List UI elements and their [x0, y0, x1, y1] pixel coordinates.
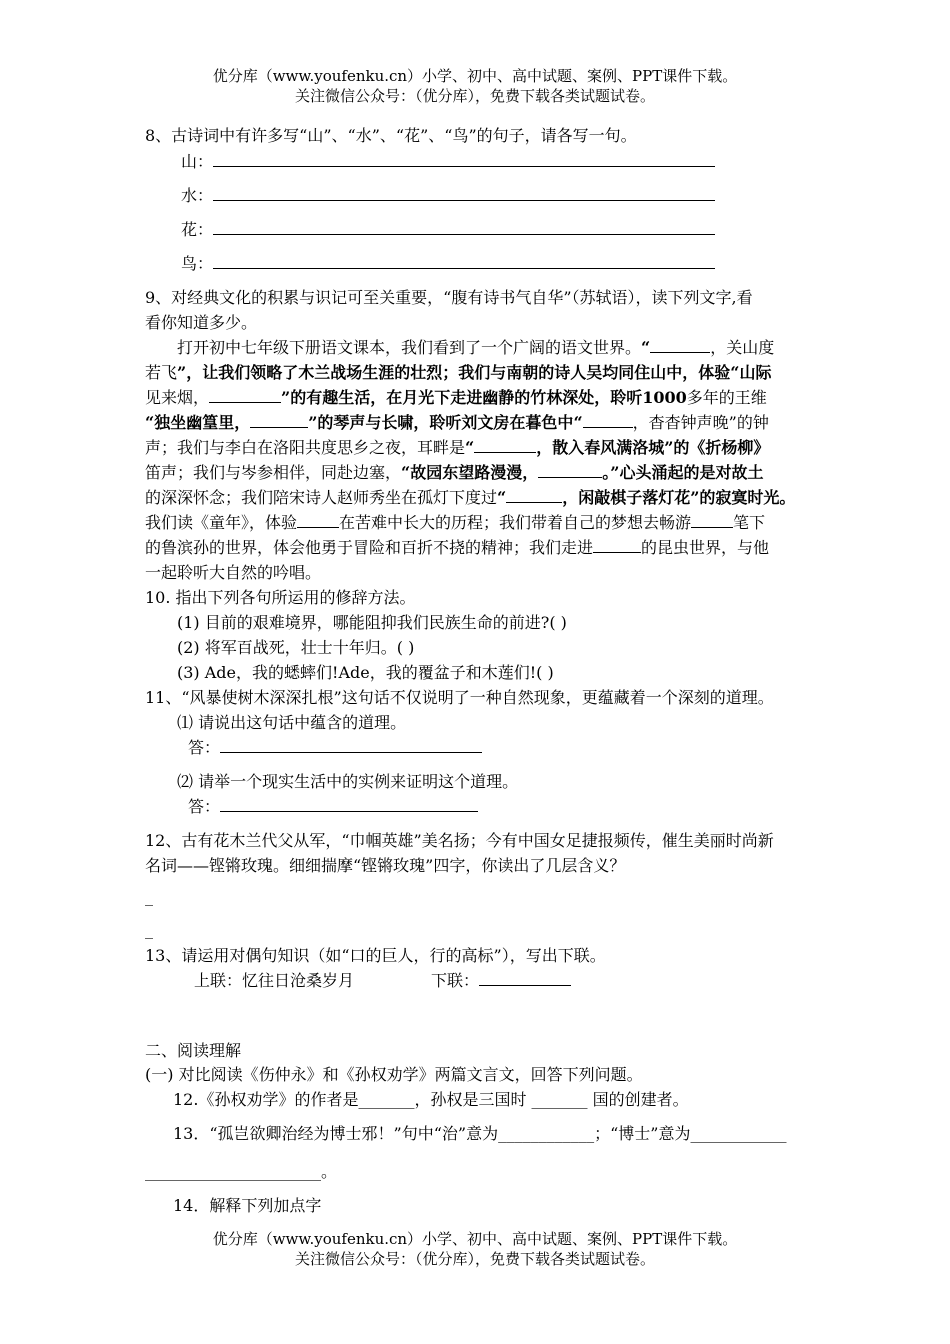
- q13-upper-couplet: 上联：忆往日沧桑岁月: [194, 971, 355, 990]
- q11-answer-1: [188, 736, 482, 760]
- answer-label: 答：: [188, 738, 221, 757]
- text: ，关山度: [710, 338, 775, 357]
- text: ，闲敲棋子落灯花”的寂寞时光。: [562, 488, 796, 507]
- q11-answer-2: [188, 795, 478, 819]
- q12-stem-2: 名词——铿锵玫瑰。细细揣摩“铿锵玫瑰”四字，你读出了几层含义？: [145, 856, 626, 875]
- q8-line-shan: [181, 150, 715, 174]
- q9-stem-2: 看你知道多少。: [145, 313, 258, 332]
- q10-item-1: (1) 目前的艰难境界，哪能阻抑我们民族生命的前进?( ): [177, 613, 567, 632]
- q9-para-line-1: [177, 336, 774, 360]
- reading-q14: 14．解释下列加点字: [173, 1196, 322, 1215]
- answer-blank[interactable]: [691, 511, 733, 528]
- q13-stem: 13、请运用对偶句知识（如“口的巨人，行的高标”），写出下联。: [145, 946, 606, 965]
- q8-line-hua: [181, 218, 715, 242]
- q12-answer-line-2[interactable]: _: [145, 920, 153, 939]
- reading-q13-line-1: 13．“孤岂欲卿治经为博士邪！”句中“治”意为____________；“博士”意为____________: [173, 1124, 787, 1143]
- text: “: [573, 413, 583, 432]
- answer-blank[interactable]: [213, 184, 715, 201]
- reading-q12: 12.《孙权劝学》的作者是_______，孙权是三国时 _______ 国的创建者。: [173, 1090, 689, 1109]
- footer-line-2: 关注微信公众号：（优分库），免费下载各类试题试卷。: [294, 1250, 655, 1268]
- answer-blank[interactable]: [250, 411, 308, 428]
- q11-sub-2: ⑵ 请举一个现实生活中的实例来证明这个道理。: [177, 772, 519, 791]
- answer-blank[interactable]: [213, 218, 715, 235]
- q9-para-line-7: [145, 486, 795, 510]
- lower-label: 下联：: [431, 971, 480, 990]
- answer-blank[interactable]: [213, 150, 715, 167]
- q9-para-line-2: [145, 361, 771, 385]
- q8-line-niao: [181, 252, 715, 276]
- section-2-sub: (一) 对比阅读《伤仲永》和《孙权劝学》两篇文言文，回答下列问题。: [145, 1065, 643, 1084]
- answer-blank[interactable]: [650, 336, 710, 353]
- q11-sub-1: ⑴ 请说出这句话中蕴含的道理。: [177, 713, 407, 732]
- q9-stem-1: 9、对经典文化的积累与识记可至关重要，“腹有诗书气自华”（苏轼语），读下列文字,看: [145, 288, 753, 307]
- q13-lower-couplet: [431, 969, 571, 993]
- text: “独坐幽篁里，: [145, 413, 251, 432]
- text: 。”心头涌起的是对故土: [602, 463, 764, 482]
- answer-blank[interactable]: [220, 736, 482, 753]
- text: 的深深怀念；我们陪宋诗人赵师秀坐在孤灯下度过: [145, 488, 498, 507]
- text: “: [641, 338, 651, 357]
- text: ，散入春风满洛城”的《折杨柳》: [536, 438, 770, 457]
- text: 笛声；我们与岑参相伴，同赴边塞，: [145, 463, 402, 482]
- q9-para-line-8: [145, 511, 765, 535]
- text: 声；我们与李白在洛阳共度思乡之夜，耳畔是: [145, 438, 466, 457]
- text: ，杳杳钟声晚”的钟: [632, 413, 769, 432]
- answer-label: 答：: [188, 797, 221, 816]
- answer-blank[interactable]: [209, 386, 281, 403]
- q12-answer-line-1[interactable]: _: [145, 887, 153, 906]
- answer-blank[interactable]: [538, 461, 602, 478]
- text: 的昆虫世界，与他: [641, 538, 770, 557]
- answer-blank[interactable]: [479, 969, 571, 986]
- q8-line-shui: [181, 184, 715, 208]
- text: 的鲁滨孙的世界，体会他勇于冒险和百折不挠的精神；我们走进: [145, 538, 594, 557]
- text: 笔下: [733, 513, 766, 532]
- text: ”的琴声与长啸，聆听刘文房在暮色中: [308, 413, 574, 432]
- text: “: [497, 488, 507, 507]
- text: 多年的王维: [686, 388, 767, 407]
- q8-label-niao: 鸟：: [181, 254, 214, 273]
- answer-blank[interactable]: [474, 436, 536, 453]
- footer-line-1: 优分库（www.youfenku.cn）小学、初中、高中试题、案例、PPT课件下载。: [212, 1230, 738, 1248]
- text: “故园东望路漫漫，: [401, 463, 539, 482]
- q9-para-line-4: [145, 411, 769, 435]
- q10-item-3: (3) Ade，我的蟋蟀们!Ade，我的覆盆子和木莲们!( ): [177, 663, 554, 682]
- text: 1000: [642, 388, 687, 407]
- q8-stem: 8、古诗词中有许多写“山”、“水”、“花”、“鸟”的句子，请各写一句。: [145, 126, 637, 145]
- header-line-1: 优分库（www.youfenku.cn）小学、初中、高中试题、案例、PPT课件下载。: [212, 67, 738, 85]
- answer-blank[interactable]: [213, 252, 715, 269]
- answer-blank[interactable]: [297, 511, 339, 528]
- q9-para-line-10: 一起聆听大自然的吟唱。: [145, 563, 322, 582]
- q8-label-shan: 山：: [181, 152, 214, 171]
- answer-blank[interactable]: [506, 486, 562, 503]
- text: ”，让我们领略了木兰战场生涯的壮烈；我们与南朝的诗人吴均同住山中，体验: [177, 363, 731, 382]
- section-2-title: 二、阅读理解: [145, 1041, 242, 1060]
- text: 若飞: [145, 363, 178, 382]
- q8-label-shui: 水：: [181, 186, 214, 205]
- q9-para-line-3: [145, 386, 767, 410]
- text: “山际: [730, 363, 772, 382]
- q8-label-hua: 花：: [181, 220, 214, 239]
- q9-para-line-9: [145, 536, 769, 560]
- text: “: [465, 438, 475, 457]
- q9-para-line-5: [145, 436, 769, 460]
- q9-para-line-6: [145, 461, 763, 485]
- reading-q13-line-2: ______________________。: [145, 1162, 338, 1181]
- text: 见来烟，: [145, 388, 210, 407]
- q10-stem: 10. 指出下列各句所运用的修辞方法。: [145, 588, 416, 607]
- text: 在苦难中长大的历程；我们带着自己的梦想去畅游: [339, 513, 692, 532]
- text: 我们读《童年》，体验: [145, 513, 298, 532]
- answer-blank[interactable]: [583, 411, 633, 428]
- answer-blank[interactable]: [220, 795, 478, 812]
- header-line-2: 关注微信公众号：（优分库），免费下载各类试题试卷。: [294, 87, 655, 105]
- q10-item-2: (2) 将军百战死，壮士十年归。( ): [177, 638, 415, 657]
- text: 打开初中七年级下册语文课本，我们看到了一个广阔的语文世界。: [177, 338, 642, 357]
- answer-blank[interactable]: [593, 536, 641, 553]
- text: ”的有趣生活，在月光下走进幽静的竹林深处，聆听: [281, 388, 643, 407]
- q11-stem: 11、“风暴使树木深深扎根”这句话不仅说明了一种自然现象，更蕴藏着一个深刻的道理。: [145, 688, 774, 707]
- q12-stem-1: 12、古有花木兰代父从军，“巾帼英雄”美名扬；今有中国女足捷报频传，催生美丽时尚新: [145, 831, 774, 850]
